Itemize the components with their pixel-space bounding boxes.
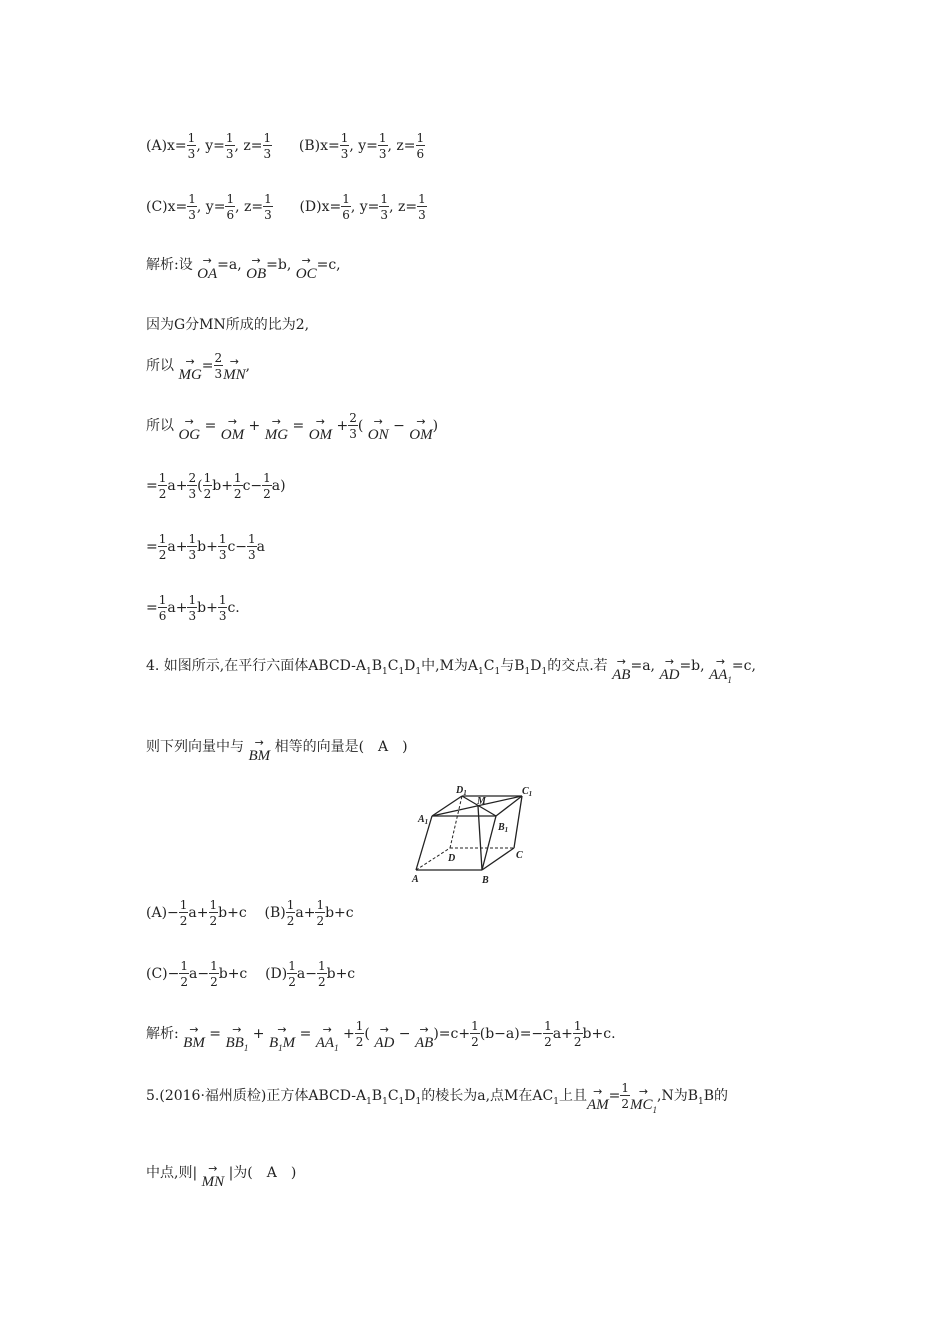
q5-question: 中点,则| → MN |为( A )	[146, 1162, 297, 1190]
label-C: C	[516, 850, 523, 861]
q3-option-ab: (A)x= $\frac{1}{3}$ , y= $\frac{1}{3}$ , z= $\frac{1}{3}$ (B)x= $\frac{1}{3}$ , y= $\frac{1}{3}$ , z= $\frac{1}{6}$	[146, 131, 425, 161]
q3-option-cd: (C)x= $\frac{1}{3}$ , y= $\frac{1}{6}$ , z= $\frac{1}{3}$ (D)x= $\frac{1}{6}$ , y= $\frac{1}{3}$ , z= $\frac{1}{3}$	[146, 192, 426, 222]
label-M: M	[477, 796, 486, 807]
label-C1: $C_1$	[522, 786, 533, 798]
q3-solution-intro: 解析:设 → OA =a, → OB =b, → OC =c,	[146, 254, 341, 282]
q4-solution: 解析: → BM = → $BB_1$ + → $B_1M$ = → $AA_1$ + $\frac{1}{2}$ ( → AD − → AB )=c+ $\frac{1}{2}$ (b−a)=− $\frac{1}{2}$ a+ $\frac{1}{2}$ b+c.	[146, 1019, 616, 1053]
q4-stem: 4. 如图所示,在平行六面体ABCD-$A_1B_1C_1D_1$中,M为$A_1C_1$与$B_1D_1$的交点.若 → AB =a, → AD =b, → $AA_1$ =c,	[146, 655, 756, 685]
label-D1: $D_1$	[456, 785, 467, 797]
q3-step-3: = $\frac{1}{6}$ a+ $\frac{1}{3}$ b+ $\frac{1}{3}$ c.	[146, 593, 240, 623]
q5-stem: 5.(2016·福州质检)正方体ABCD-$A_1B_1C_1D_1$的棱长为a,点M在$AC_1$上且 → AM = $\frac{1}{2}$ → $MC_1$ ,N为$B_1B$的	[146, 1081, 729, 1115]
q4-question: 则下列向量中与 → BM 相等的向量是( A )	[146, 736, 408, 764]
q3-mg-eq: 所以 → MG = $\frac{2}{3}$ → MN ,	[146, 351, 251, 383]
q3-step-1: = $\frac{1}{2}$ a+ $\frac{2}{3}$ ( $\frac{1}{2}$ b+ $\frac{1}{2}$ c− $\frac{1}{2}$ a)	[146, 471, 286, 501]
q3-og-eq: 所以 → OG = → OM + → MG = → OM + $\frac{2}{3}$ ( → ON − → OM )	[146, 411, 439, 443]
label-A1: $A_1$	[418, 814, 429, 826]
label-D: D	[448, 853, 456, 864]
parallelepiped-figure	[410, 784, 538, 888]
q4-option-cd: (C)− $\frac{1}{2}$ a− $\frac{1}{2}$ b+c (D) $\frac{1}{2}$ a− $\frac{1}{2}$ b+c	[146, 959, 356, 989]
q4-option-ab: (A)− $\frac{1}{2}$ a+ $\frac{1}{2}$ b+c (B) $\frac{1}{2}$ a+ $\frac{1}{2}$ b+c	[146, 898, 354, 928]
q3-ratio-text: 因为G分MN所成的比为2,	[146, 317, 310, 333]
q3-step-2: = $\frac{1}{2}$ a+ $\frac{1}{3}$ b+ $\frac{1}{3}$ c− $\frac{1}{3}$ a	[146, 532, 266, 562]
label-B1: $B_1$	[498, 822, 509, 834]
label-A: A	[412, 874, 419, 885]
label-B: B	[482, 875, 489, 886]
